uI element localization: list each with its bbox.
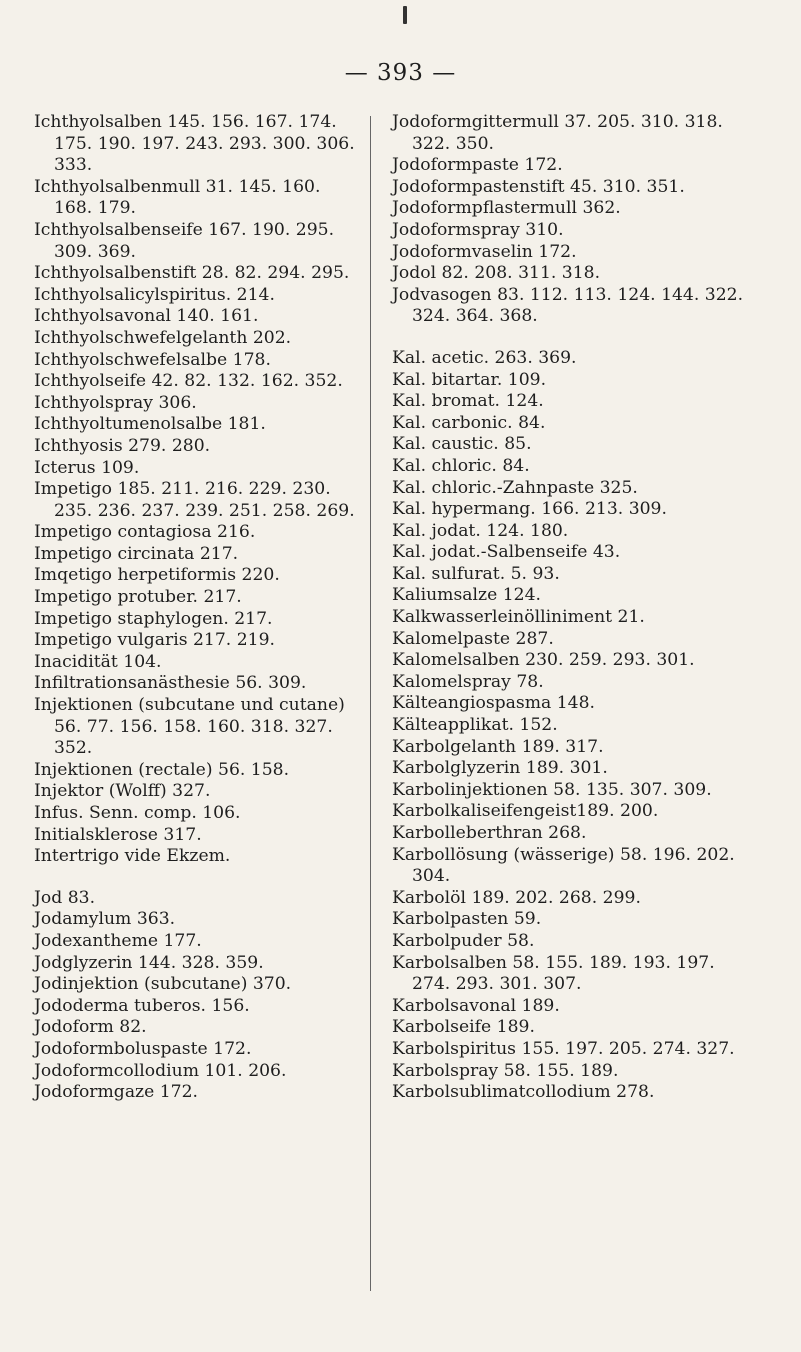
index-entry: Jodoformspray 310.	[392, 219, 564, 240]
index-entry: Kälteapplikat. 152.	[392, 715, 558, 736]
index-entry: Karbolöl 189. 202. 268. 299.	[392, 887, 641, 908]
index-entry: Jodoformgaze 172.	[34, 1082, 199, 1103]
index-group-j-entries	[34, 888, 364, 1104]
index-entry: Initialsklerose 317.	[34, 824, 202, 845]
index-group-i-entries	[34, 112, 364, 868]
index-entry: Kalkwasserleinölliniment 21.	[392, 607, 645, 628]
index-entry: Kal. bitartar. 109.	[392, 369, 547, 390]
index-entry: Karbolinjektionen 58. 135. 307. 309.	[392, 779, 712, 800]
index-entry: Karbolseife 189.	[392, 1017, 535, 1038]
index-entry: Ichthyosis 279. 280.	[34, 435, 211, 456]
index-entry: Ichthyolsalbenmull 31. 145. 160. 168. 179.	[34, 176, 321, 219]
index-entry: Ichthyolsalicylspiritus. 214.	[34, 284, 275, 305]
index-entry: Jodoformvaselin 172.	[392, 241, 577, 262]
index-entry: Inacidität 104.	[34, 651, 162, 672]
group-gap	[34, 868, 364, 888]
index-entry: Impetigo staphylogen. 217.	[34, 608, 273, 629]
index-entry: Jodoformpastenstift 45. 310. 351.	[392, 176, 685, 197]
index-entry: Jodoform 82.	[34, 1017, 147, 1038]
index-entry: Kal. jodat. 124. 180.	[392, 520, 569, 541]
index-entry: Kal. hypermang. 166. 213. 309.	[392, 499, 667, 520]
index-entry: Karbollösung (wässerige) 58. 196. 202. 304.	[392, 844, 735, 887]
index-entry: Jodvasogen 83. 112. 113. 124. 144. 322. 324. 364. 368.	[392, 284, 744, 327]
index-entry: Karbolpasten 59.	[392, 909, 542, 930]
index-entry: Imqetigo herpetiformis 220.	[34, 565, 280, 586]
index-entry: Kal. chloric.-Zahnpaste 325.	[392, 477, 638, 498]
index-column-right	[392, 112, 757, 1104]
index-entry: Kal. jodat.-Salbenseife 43.	[392, 542, 621, 563]
index-group-jod-entries	[392, 112, 757, 328]
index-entry: Jod 83.	[34, 887, 96, 908]
index-entry: Karbolkaliseifengeist189. 200.	[392, 801, 659, 822]
index-entry: Ichthyolsavonal 140. 161.	[34, 306, 259, 327]
index-entry: Karbolleberthran 268.	[392, 823, 587, 843]
page-number: — 393 —	[344, 60, 457, 86]
index-entry: Kaliumsalze 124.	[392, 585, 541, 606]
index-entry: Kalomelspray 78.	[392, 671, 544, 692]
index-entry: Ichthyolspray 306.	[34, 392, 197, 413]
index-entry: Kal. bromat. 124.	[392, 391, 544, 412]
index-entry: Ichthyolschwefelgelanth 202.	[34, 327, 292, 348]
index-entry: Karbolsalben 58. 155. 189. 193. 197. 274. 293. 301. 307.	[392, 952, 715, 995]
index-entry: Ichthyolsalbenseife 167. 190. 295. 309. 369.	[34, 219, 335, 262]
index-entry: Karbolspiritus 155. 197. 205. 274. 327.	[392, 1038, 735, 1059]
index-column-left	[34, 112, 364, 1104]
index-entry: Kalomelsalben 230. 259. 293. 301.	[392, 650, 695, 671]
index-entry: Jodinjektion (subcutane) 370.	[34, 974, 292, 995]
index-entry: Jodoformpaste 172.	[392, 155, 563, 176]
group-gap	[392, 328, 757, 348]
index-entry: Jodol 82. 208. 311. 318.	[392, 263, 601, 284]
index-entry: Jodoformcollodium 101. 206.	[34, 1060, 287, 1081]
column-divider	[370, 116, 371, 1291]
index-entry: Karbolglyzerin 189. 301.	[392, 758, 608, 779]
index-entry: Karbolsavonal 189.	[392, 995, 560, 1016]
index-entry: Infus. Senn. comp. 106.	[34, 803, 241, 823]
index-entry: Injektionen (rectale) 56. 158.	[34, 759, 290, 780]
index-entry: Impetigo 185. 211. 216. 229. 230. 235. 236. 237. 239. 251. 258. 269.	[34, 479, 355, 521]
index-group-k-entries	[392, 348, 757, 1104]
index-entry: Jododerma tuberos. 156.	[34, 995, 250, 1016]
index-entry: Injektionen (subcutane und cutane) 56. 77. 156. 158. 160. 318. 327. 352.	[34, 695, 345, 759]
index-entry: Ichthyolschwefelsalbe 178.	[34, 349, 271, 370]
index-entry: Impetigo vulgaris 217. 219.	[34, 630, 276, 651]
index-entry: Impetigo contagiosa 216.	[34, 522, 256, 543]
index-entry: Icterus 109.	[34, 457, 140, 478]
index-entry: Karbolgelanth 189. 317.	[392, 736, 604, 757]
index-entry: Jodoformboluspaste 172.	[34, 1038, 252, 1059]
index-entry: Ichthyoltumenolsalbe 181.	[34, 414, 266, 435]
index-entry: Ichthyolsalben 145. 156. 167. 174. 175. 190. 197. 243. 293. 300. 306. 333.	[34, 112, 355, 176]
index-entry: Kal. carbonic. 84.	[392, 412, 546, 433]
index-entry: Kal. acetic. 263. 369.	[392, 347, 577, 368]
index-entry: Jodexantheme 177.	[34, 930, 202, 951]
index-entry: Jodamylum 363.	[34, 909, 176, 930]
index-entry: Impetigo protuber. 217.	[34, 587, 242, 608]
index-entry: Karbolspray 58. 155. 189.	[392, 1060, 619, 1081]
index-entry: Kal. sulfurat. 5. 93.	[392, 563, 560, 584]
index-entry: Ichthyolsalbenstift 28. 82. 294. 295.	[34, 263, 350, 284]
index-entry: Kalomelpaste 287.	[392, 628, 554, 649]
index-entry: Jodoformpflastermull 362.	[392, 198, 621, 219]
index-entry: Ichthyolseife 42. 82. 132. 162. 352.	[34, 371, 343, 392]
index-entry: Kal. chloric. 84.	[392, 455, 530, 476]
index-entry: Kal. caustic. 85.	[392, 434, 532, 455]
index-entry: Karbolpuder 58.	[392, 930, 535, 951]
index-entry: Karbolsublimatcollodium 278.	[392, 1082, 655, 1103]
index-entry: Jodoformgittermull 37. 205. 310. 318. 322. 350.	[392, 112, 723, 154]
index-entry: Jodglyzerin 144. 328. 359.	[34, 952, 264, 973]
index-entry: Injektor (Wolff) 327.	[34, 781, 211, 802]
index-entry: Kälteangiospasma 148.	[392, 693, 595, 714]
print-mark	[403, 6, 407, 24]
index-entry: Intertrigo vide Ekzem.	[34, 846, 231, 867]
index-entry: Infiltrationsanästhesie 56. 309.	[34, 673, 307, 694]
index-entry: Impetigo circinata 217.	[34, 543, 239, 564]
